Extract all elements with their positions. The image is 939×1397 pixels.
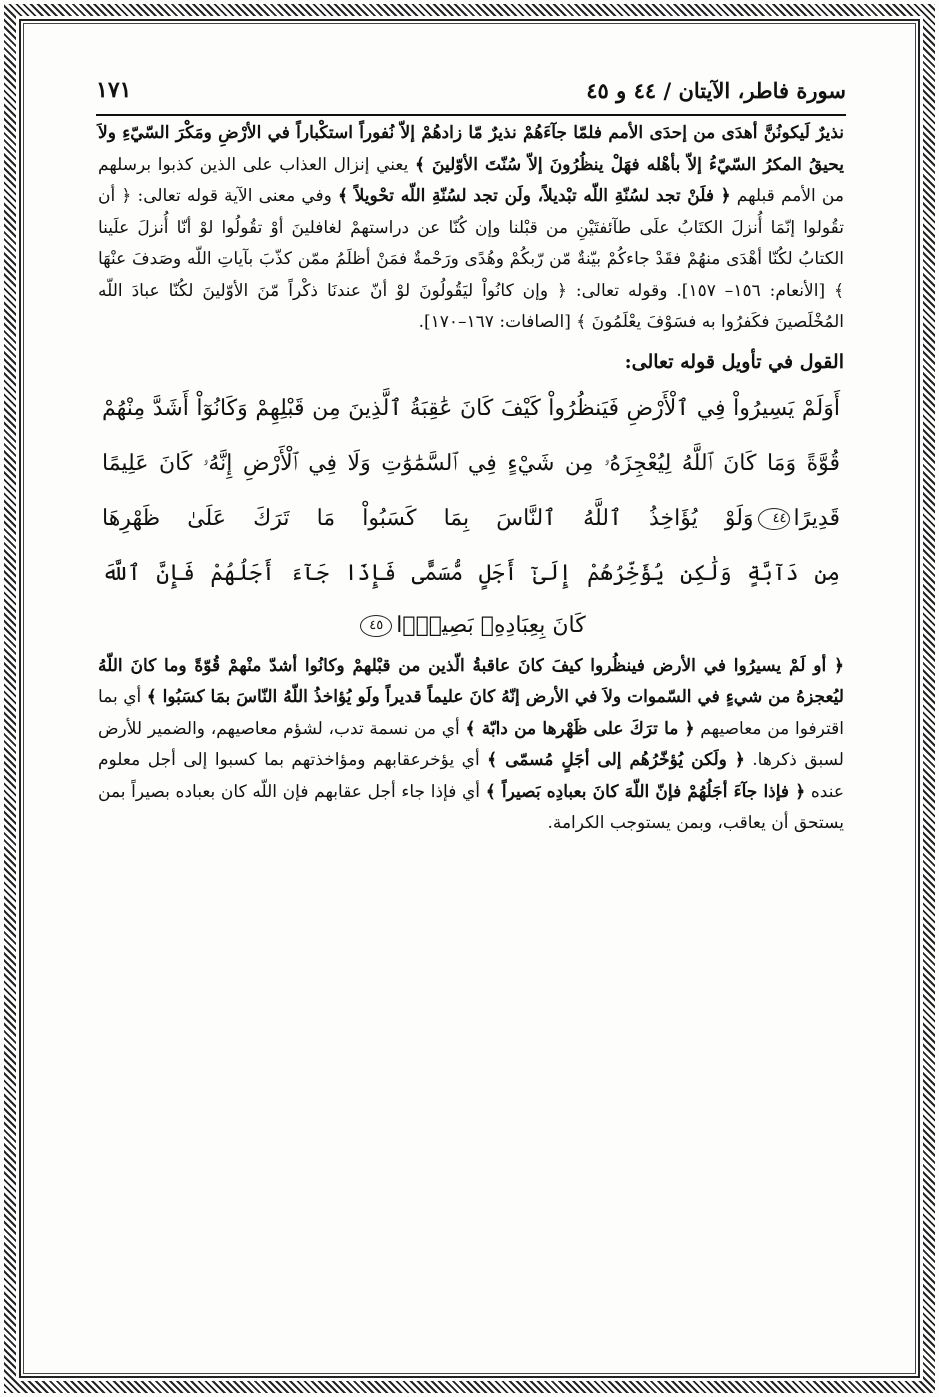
header-rule: [96, 114, 846, 116]
verse-text: وَلَوْ يُؤَاخِذُ ٱللَّهُ ٱلنَّاسَ بِمَا كَسَبُواْ مَا تَرَكَ عَلَىٰ ظَهْرِهَا: [102, 505, 754, 531]
verse-text: كَانَ بِعِبَادِهِۦ بَصِيرًۢا: [396, 612, 586, 638]
page-number: ١٧١: [96, 77, 132, 103]
quote-bold: ﴿ فلَنْ تجد لسُنّةِ اللّه تبْديلاً، ولَن تجد لسُنّةِ اللّه تحْويلاً ﴾: [338, 186, 731, 206]
verse-line: أَوَلَمْ يَسِيرُواْ فِي ٱلْأَرْضِ فَيَنظُرُواْ كَيْفَ كَانَ عَٰقِبَةُ ٱلَّذِينَ مِن قَبْلِهِمْ وَكَانُوٓاْ أَشَدَّ مِنْهُمْ: [102, 395, 840, 421]
intro-paragraph: [98, 118, 844, 339]
verse-line: قُوَّةً وَمَا كَانَ ٱللَّهُ لِيُعْجِزَهُۥ مِن شَيْءٍ فِي ٱلسَّمَٰوَٰتِ وَلَا فِي ٱلْأَرْضِ إِنَّهُۥ كَانَ عَلِيمًا: [102, 450, 840, 476]
page-header: [96, 70, 846, 110]
page-body: [98, 118, 844, 840]
tafsir-paragraph: [98, 651, 844, 840]
section-heading: القول في تأويل قوله تعالى:: [624, 350, 844, 373]
commentary-text: أي من نسمة تدب، لشؤم معاصيهم، والضمير للأرض لسبق ذكرها.: [98, 718, 844, 770]
quote-bold: ﴿ فإذا جآءَ أجَلُهُمْ فإنّ اللّهَ كانَ بعبادِه بَصيراً ﴾: [485, 781, 806, 802]
verse-block: [98, 381, 844, 651]
quote-bold: نذيرٌ لَيكونُنَّ أهدَى من إحدَى الأمم فلمّا جآءَهُمْ نذيرٌ مّا زادهُمْ إلاّ نُفوراً استكْباراً في الأرْضِ ومَكْرَ السّيّءِ ولاَ يحيقُ المكرُ السّيّءُ إلاّ بأهْله فهَلْ ينظُرُونَ إلاّ سُنّتَ الأوّلينَ ﴾: [98, 123, 844, 175]
verse-line: [98, 491, 844, 546]
verse-number-44: ٤٤: [758, 508, 790, 530]
commentary-text: أي يؤخرعقابهم ومؤاخذتهم بما كسبوا إلى أجل معلوم عنده: [98, 750, 844, 802]
verse-word: قَدِيرًا: [793, 505, 840, 531]
commentary-text: وفي معنى الآية قوله تعالى: ﴿ أن تقُولوا إنّمَا أُنزلَ الكتَابُ علَى طآئفتَيْنِ من قبْلنا وإن كُنّا عن دراستهمْ لغافلينَ أوْ تقُولُوا لوْ أنّا أُنزلَ علَينا الكتابُ لكُنّا أهْدَى منهُمْ فقَدْ جاءكُمْ بيّنةٌ مّن رّبكُمْ وهُدًى ورَحْمةٌ فمَنْ أظلَمُ ممّن كذّبَ بآياتِ اللّه وصَدفَ عنْهَا ﴾ [الأنعام: ١٥٦– ١٥٧]. وقوله تعالى: ﴿ وإن كانُواْ ليَقُولُونَ لوْ أنّ عندنَا ذكْراً مّنَ الأوّلينَ لكُنّا عبادَ اللّه المُخْلَصينَ فكَفرُوا به فسَوْفَ يعْلَمُونَ ﴾ [الصافات: ١٦٧–١٧٠].: [98, 186, 844, 332]
commentary-text: يعني إنزال العذاب على الذين كذبوا برسلهم من الأمم قبلهم: [98, 154, 844, 206]
verse-line: مِن دَآبَّةٍ وَلَٰكِن يُؤَخِّرُهُمْ إِلَىٰٓ أَجَلٍ مُّسَمًّى فَإِذَا جَآءَ أَجَلُهُمْ فَإِنَّ ٱللَّهَ: [102, 560, 840, 586]
running-title: سورة فاطر، الآيتان / ٤٤ و ٤٥: [586, 77, 846, 103]
quote-bold: ﴿ أو لَمْ يسيرُوا في الأرض فينظُروا كيفَ كانَ عاقبةُ الّذين من قبْلهمْ وكانُوا أشدّ منْهمْ قُوّةً وما كانَ اللّهُ ليُعجزهُ من شيءٍ في السّموات ولاَ في الأرض إنّهُ كانَ عليماً قديراً ولَو يُؤاخذُ اللّهُ النّاسَ بمَا كسَبُوا ﴾: [98, 655, 844, 707]
commentary-text: أي فإذا جاء أجل عقابهم فإن اللّه كان بعباده بصيراً بمن يستحق أن يعاقب، وبمن يستوجب الكرامة.: [98, 781, 844, 833]
quote-bold: ﴿ ولَكن يُؤخّرُهُم إلى أجَلٍ مُسمّى ﴾: [487, 750, 745, 770]
commentary-text: أي بما اقترفوا من معاصيهم: [98, 687, 845, 739]
verse-number-45: ٤٥: [360, 615, 392, 637]
quote-bold: ﴿ ما ترَكَ على ظَهْرها من دابّة ﴾: [465, 718, 695, 739]
verse-line-last: [98, 601, 844, 651]
